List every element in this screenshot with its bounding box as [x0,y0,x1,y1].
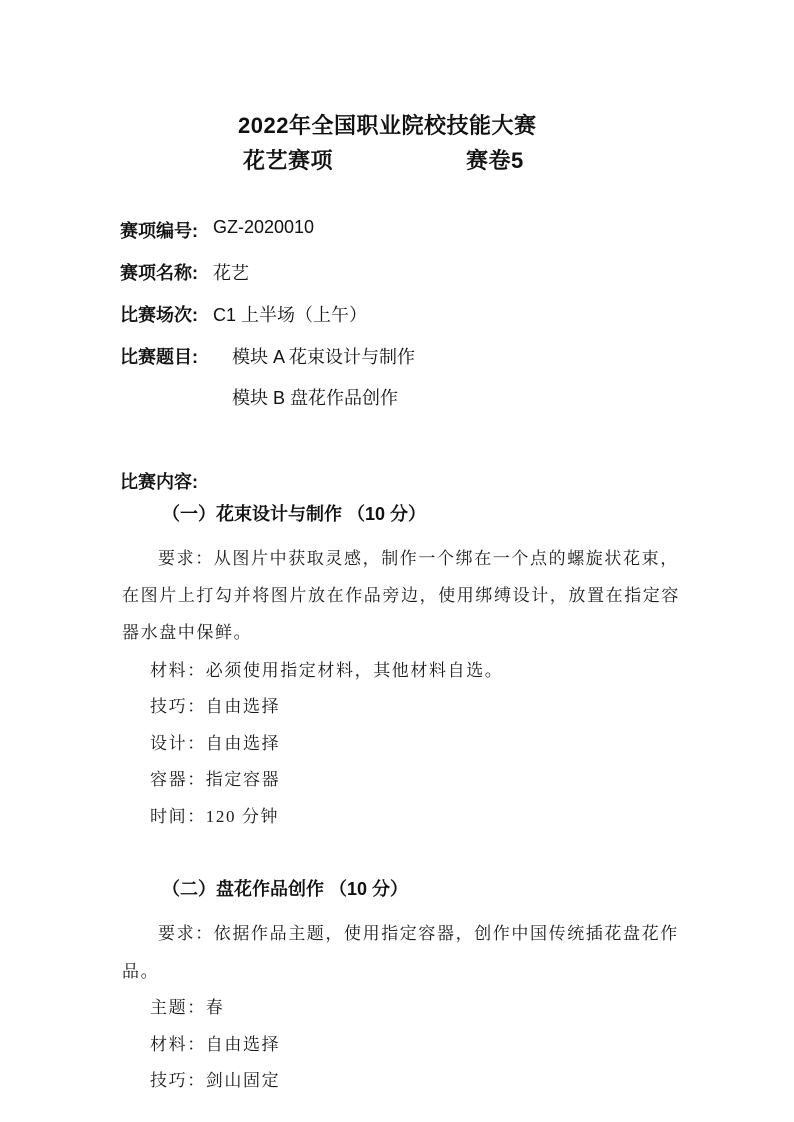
section1-time: 时间：120 分钟 [150,807,280,826]
section1-container: 容器：指定容器 [150,770,281,789]
section2-technique: 技巧：剑山固定 [150,1071,281,1090]
event-name-value: 花艺 [213,263,249,283]
section1-requirement-line2: 在图片上打勾并将图片放在作品旁边，使用绑缚设计，放置在指定容 [122,586,680,605]
section1-design: 设计：自由选择 [150,734,281,753]
topics-label: 比赛题目: [120,347,198,367]
topic-module-a: 模块 A 花束设计与制作 [232,347,416,367]
section2-theme: 主题：春 [150,998,225,1017]
section1-heading: （一）花束设计与制作 （10 分） [162,504,427,524]
section1-requirement-line1: 要求：从图片中获取灵感，制作一个绑在一个点的螺旋状花束， [158,549,679,568]
section2-heading: （二）盘花作品创作 （10 分） [162,879,409,899]
event-name: 花艺赛项 [243,148,334,173]
event-code-value: GZ-2020010 [213,217,315,237]
document-title: 2022年全国职业院校技能大赛 [238,113,537,138]
session-value: C1 上半场（上午） [213,305,368,325]
section2-materials: 材料：自由选择 [150,1035,281,1054]
event-name-label: 赛项名称: [120,263,198,283]
topic-module-b: 模块 B 盘花作品创作 [232,388,399,408]
content-label: 比赛内容: [120,472,198,492]
section2-requirement-line1: 要求：依据作品主题，使用指定容器，创作中国传统插花盘花作 [158,924,679,943]
section1-technique: 技巧：自由选择 [150,697,281,716]
section1-requirement-line3: 器水盘中保鲜。 [122,623,253,642]
event-code-label: 赛项编号: [120,221,198,241]
section2-requirement-line2: 品。 [122,962,160,981]
section1-materials: 材料：必须使用指定材料，其他材料自选。 [150,661,504,680]
paper-number: 赛卷5 [466,148,524,173]
session-label: 比赛场次: [120,305,198,325]
